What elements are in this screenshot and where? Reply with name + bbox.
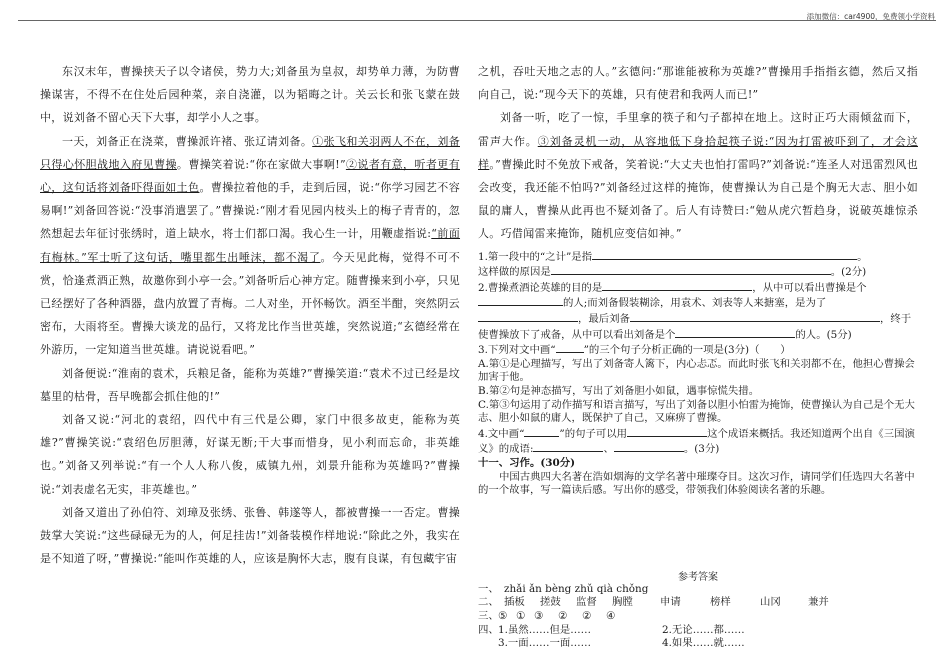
question-3 [478, 342, 918, 358]
answer-blank[interactable] [614, 441, 684, 452]
left-column [40, 60, 460, 570]
pinyin-answers: zhǎi ǎn bèng zhǔ qià chǒng [504, 582, 649, 595]
row-number: 二、 [478, 596, 499, 609]
text-run: ”的三个句子分析正确的一项是(3分)（ ） [583, 344, 791, 357]
answer-word: 山冈 [760, 596, 781, 609]
underlined-sentence-2: ②说者有意，听者更有心，这句话将刘备吓得面如土色 [40, 157, 460, 195]
text-run: 。(2分) [830, 266, 867, 279]
text-run: 使曹操放下了戒备，从中可以看出刘备是个 [478, 328, 676, 341]
passage-paragraph-5: 刘备又道出了孙伯符、刘璋及张绣、张鲁、韩遂等人，都被曹操一一否定。曹操鼓掌大笑说:“这些碌碌无为的人，何足挂齿!”刘备装模作样地说:“除此之外，我实在是不知道了呀，”曹操说:“能叫作英雄的人，应该是胸怀大志，腹有良谋，有包藏宇宙 [40, 505, 460, 566]
text-run: 。曹操笑着说:“你在家做大事啊!” [176, 157, 346, 171]
passage-paragraph-6: 之机，吞吐天地之志的人。”玄德问:“那谁能被称为英雄?”曹操用手指指玄德，然后又指向自己，说:“现今天下的英雄，只有使君和我两人而已!” [478, 65, 918, 102]
text-run: ，最后刘备 [578, 313, 630, 325]
answer-mark: ② [558, 609, 568, 622]
text-run: 。曹操拉着他的手，走到后园，说:“你学习园艺不容易啊!”刘备回答说:“没事消遣罢了。”曹操说:“刚才看见园内枝头上的梅子青青的，忽然想起去年征讨张绣时，道上缺水，将士们都口渴。我心生一计，用鞭虚指说: [40, 181, 460, 241]
text-run: 这样做的原因是 [478, 266, 551, 279]
text-run: 3.下列对文中画“ [478, 344, 556, 357]
passage-paragraph-7 [478, 106, 918, 245]
text-run: ，从中可以看出曹操是个 [752, 281, 867, 294]
answer-mark: ① [516, 609, 526, 622]
answer-blank[interactable] [478, 311, 578, 322]
passage-paragraph-2 [40, 130, 460, 362]
text-run: 1.第一段中的“之计”是指 [478, 250, 593, 263]
text-run: 的人;而刘备假装糊涂，用袁术、刘表等人来搪塞，是为了 [563, 297, 827, 310]
answer-word: 胸膛 [612, 596, 633, 609]
answer-mark: ③ [534, 609, 544, 622]
answer-key [478, 568, 918, 651]
answer-blank[interactable] [551, 264, 831, 275]
answer-word: 监督 [576, 596, 597, 609]
text-run: 2.曹操煮酒论英雄的目的是 [478, 281, 603, 294]
passage-paragraph-3: 刘备便说:“淮南的袁术，兵粮足备，能称为英雄?”曹操笑道:“袁术不过已经是坟墓里的枯骨，吾早晚都会抓住他的!” [40, 366, 460, 403]
row-number: 一、 [478, 582, 499, 595]
answer-word: 兼并 [808, 596, 829, 609]
header-rule [18, 20, 936, 21]
answer-blank[interactable] [592, 249, 857, 260]
passage-paragraph-4: 刘备又说:“河北的袁绍，四代中有三代是公卿，家门中很多故吏，能称为英雄?”曹操笑说:“袁绍色厉胆薄，好谋无断;干大事而惜身，见小利而忘命，非英雄也。”刘备又列举说:“有一个人人称八俊，威镇九州，刘景升能称为英雄吗?”曹操说:“刘表虚名无实，非英雄也。” [40, 413, 460, 496]
question-1 [478, 249, 918, 280]
question-4 [478, 426, 918, 457]
text-run: 、 [603, 443, 614, 456]
answer-item: 1.虽然……但是…… [498, 623, 592, 636]
answer-row-4 [478, 624, 918, 638]
text-run: ”的句子可以用 [559, 427, 628, 440]
answer-mark: ② [582, 609, 592, 622]
writing-prompt: 中国古典四大名著在浩如烟海的文学名著中璀璨夺目。这次习作，请同学们任选四大名著中的一个故事，写一篇读后感。写出你的感受，带领我们体验阅读名著的乐趣。 [478, 470, 915, 497]
answer-row-3 [478, 610, 918, 624]
answer-blank[interactable] [630, 311, 880, 322]
underlined-quote-plum: “前面有梅林。”军士听了这句话，嘴里都生出唾沫，都不渴了 [40, 227, 461, 264]
question-2 [478, 280, 918, 342]
answer-word: 申请 [660, 596, 681, 609]
answer-row-2 [478, 596, 918, 610]
writing-section-title: 十一、习作。(30分) [478, 456, 576, 469]
row-number: 三、 [478, 609, 499, 622]
text-run: ，终于 [879, 313, 912, 325]
answer-row-1 [478, 583, 918, 597]
text-run: 这个成语来概括。我还知道两个出自《三国演义》的成语: [478, 427, 915, 456]
watermark-text: 添加微信：car4900，免费领小学资料 [806, 12, 935, 21]
answer-word: 榜样 [710, 596, 731, 609]
underlined-sentence-3: ③刘备灵机一动，从容地低下身拾起筷子说:“因为打雷被吓到了，才会这样 [478, 134, 918, 171]
text-run: 。”曹操此时不免放下戒备，笑着说:“大丈夫也怕打雷吗?”刘备说:“连圣人对迅雷烈风也会改变，我还能不怕吗?”刘备经过这样的掩饰，使曹操认为自己是个胸无大志、胆小如鼠的庸人，曹操从此再也不疑刘备了。后人有诗赞曰:“勉从虎穴暂趋身，说破英雄惊杀人。巧借闻雷来掩饰，随机应变信如神。” [478, 157, 918, 241]
underlined-sentence-1: ①张飞和关羽两人不在，刘备只得心怀胆战地入府见曹操 [40, 134, 460, 171]
answer-blank[interactable] [675, 327, 795, 338]
question-3-option-a: A.第①是心理描写，写出了刘备寄人篱下，内心忐忑。而此时张飞和关羽都不在，他担心曹操会加害于他。 [478, 357, 915, 384]
text-run: 的人。(5分) [795, 328, 852, 341]
answer-mark: ④ [606, 609, 616, 622]
row-number: 四、 [478, 623, 499, 636]
question-3-option-c: C.第③句运用了动作描写和语言描写，写出了刘备以胆小怕雷为掩饰，使曹操认为自己是个无大志、胆小如鼠的庸人，既保护了自己，又麻痹了曹操。 [478, 398, 915, 425]
text-run: 。(3分) [683, 443, 720, 456]
text-run: 。今天见此梅，觉得不可不赏，恰逢煮酒正熟，故邀你到小亭一会。”刘备听后心神方定。随曹操来到小亭，只见已经摆好了各种酒器，盘内放置了青梅。二人对坐，开怀畅饮。酒至半酣，突然阴云密布，大雨将至。曹操大谈龙的品行，又将龙比作当世英雄，突然说道;“玄德经常在外游历，一定知道当世英雄。请说说看吧。” [40, 250, 460, 357]
text-run: 刘备一听，吃了一惊，手里拿的筷子和勺子都掉在地上。这时正巧大雨倾盆而下，雷声大作。 [478, 111, 918, 148]
answer-item: 2.无论……都…… [662, 623, 745, 636]
answer-blank[interactable] [533, 441, 603, 452]
text-run: 。 [857, 250, 868, 263]
questions-section [478, 249, 918, 498]
answer-blank[interactable] [478, 295, 563, 306]
question-3-option-b: B.第②句是神态描写，写出了刘备胆小如鼠，遇事惊慌失措。 [478, 384, 760, 397]
underline-sample [524, 426, 559, 437]
right-column [478, 60, 918, 651]
answer-key-title: 参考答案 [678, 571, 718, 583]
answer-item: 3.一面……一面…… [498, 637, 592, 650]
answer-row-5 [478, 637, 918, 651]
text-run: 一天，刘备正在浇菜，曹操派许褚、张辽请刘备。 [62, 134, 313, 148]
underline-sample [556, 342, 584, 353]
answer-mark: ⑤ [498, 609, 508, 622]
answer-word: 搓鼓 [540, 596, 561, 609]
answer-item: 4.如果……就…… [662, 637, 745, 650]
answer-blank[interactable] [602, 280, 752, 291]
answer-blank[interactable] [627, 426, 707, 437]
passage-paragraph-1: 东汉末年，曹操挟天子以令诸侯，势力大;刘备虽为皇叔，却势单力薄，为防曹操谋害，不得不在住处后园种菜，亲自浇灌，以为韬晦之计。关云长和张飞蒙在鼓中，说刘备不留心天下大事，却学小人之事。 [40, 65, 460, 125]
answer-word: 插板 [504, 596, 525, 609]
text-run: 4.文中画“ [478, 427, 525, 440]
